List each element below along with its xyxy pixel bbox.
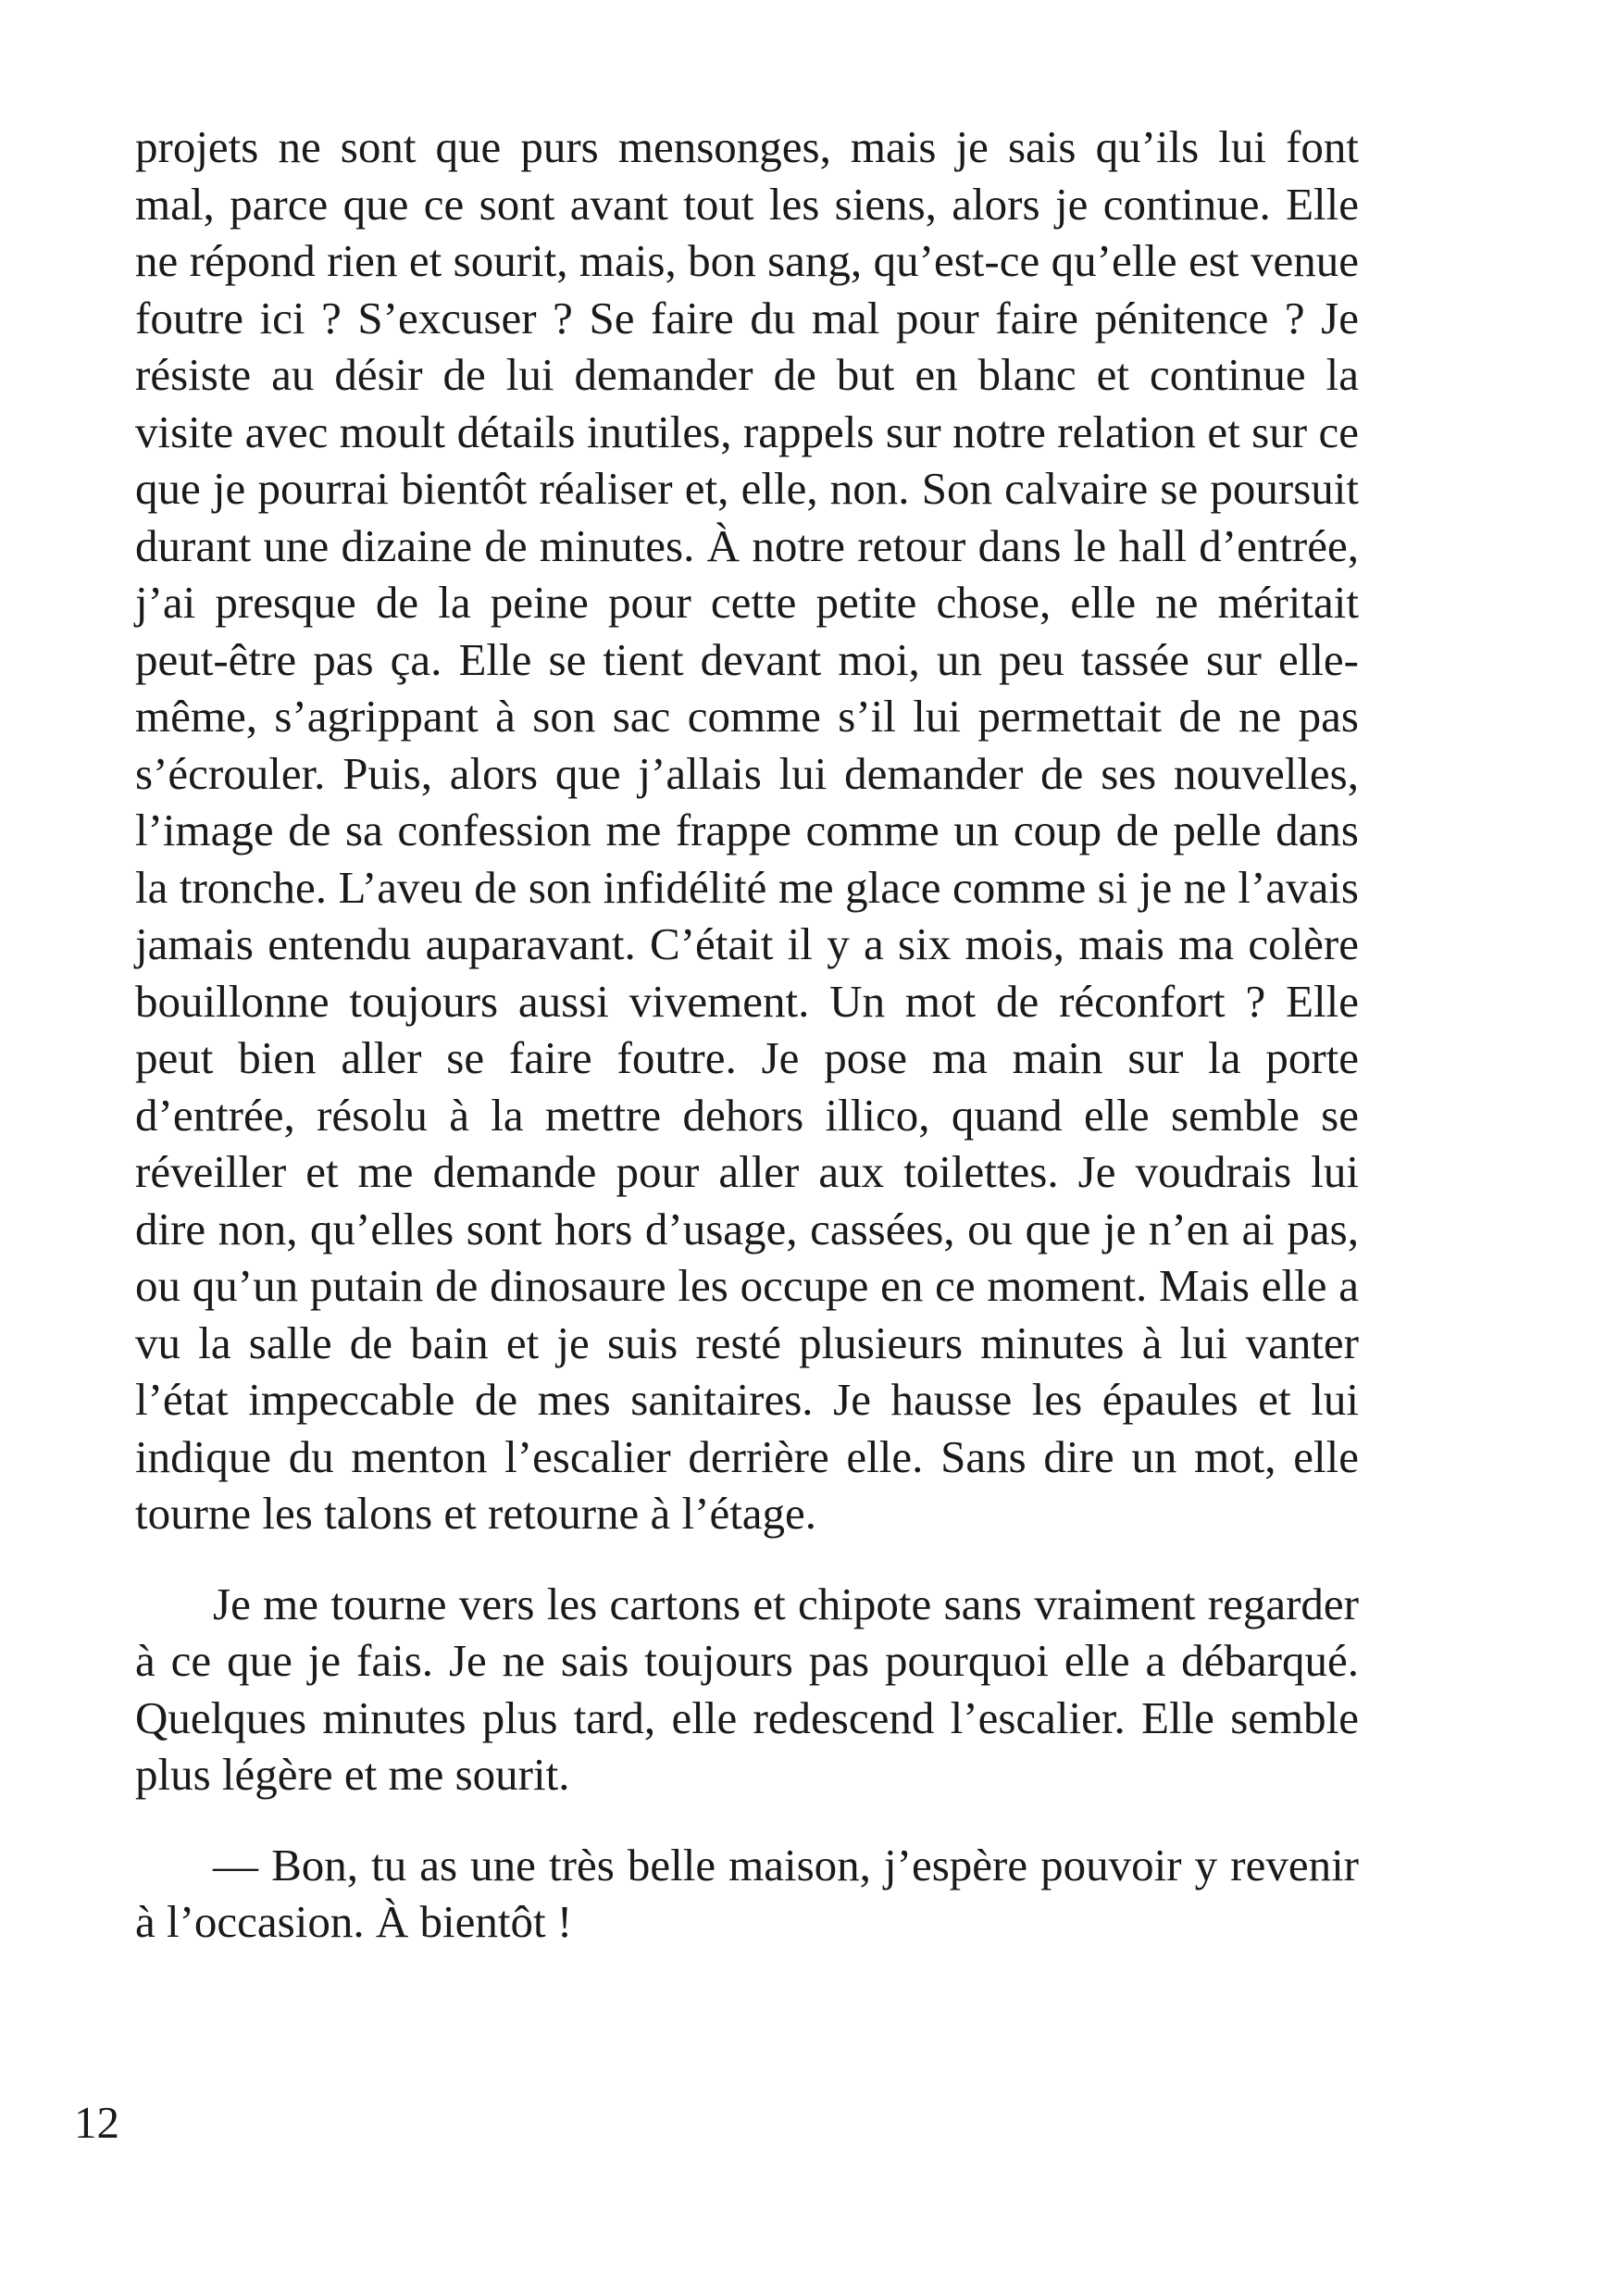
body-text: [135, 119, 1359, 1951]
paragraph-dialogue: — Bon, tu as une très belle maison, j’espère pouvoir y revenir à l’occasion. À bientôt !: [135, 1839, 1359, 1947]
paragraph-continuation: projets ne sont que purs mensonges, mais je sais qu’ils lui font mal, parce que ce sont avant tout les siens, alors je continue. Elle ne répond rien et sourit, mais, bon sang, qu’est-ce qu’elle est venue foutre ici ? S’excuser ? Se faire du mal pour faire pénitence ? Je résiste au désir de lui demander de but en blanc et continue la visite avec moult détails inutiles, rappels sur notre relation et sur ce que je pourrai bientôt réaliser et, elle, non. Son calvaire se poursuit durant une dizaine de minutes. À notre retour dans le hall d’entrée, j’ai presque de la peine pour cette petite chose, elle ne méritait peut-être pas ça. Elle se tient devant moi, un peu tassée sur elle-même, s’agrippant à son sac comme s’il lui permettait de ne pas s’écrouler. Puis, alors que j’allais lui demander de ses nouvelles, l’image de sa confession me frappe comme un coup de pelle dans la tronche. L’aveu de son infidélité me glace comme si je ne l’avais jamais entendu auparavant. C’était il y a six mois, mais ma colère bouillonne toujours aussi vivement. Un mot de réconfort ? Elle peut bien aller se faire foutre. Je pose ma main sur la porte d’entrée, résolu à la mettre dehors illico, quand elle semble se réveiller et me demande pour aller aux toilettes. Je voudrais lui dire non, qu’elles sont hors d’usage, cassées, ou que je n’en ai pas, ou qu’un putain de dinosaure les occupe en ce moment. Mais elle a vu la salle de bain et je suis resté plusieurs minutes à lui vanter l’état impeccable de mes sanitaires. Je hausse les épaules et lui indique du menton l’escalier derrière elle. Sans dire un mot, elle tourne les talons et retourne à l’étage.: [135, 121, 1359, 1539]
page-number: 12: [74, 2097, 119, 2148]
paragraph-cartons: Je me tourne vers les cartons et chipote sans vraiment regarder à ce que je fais. Je ne sais toujours pas pourquoi elle a débarqué. Quelques minutes plus tard, elle redescend l’escalier. Elle semble plus légère et me sourit.: [135, 1578, 1359, 1800]
